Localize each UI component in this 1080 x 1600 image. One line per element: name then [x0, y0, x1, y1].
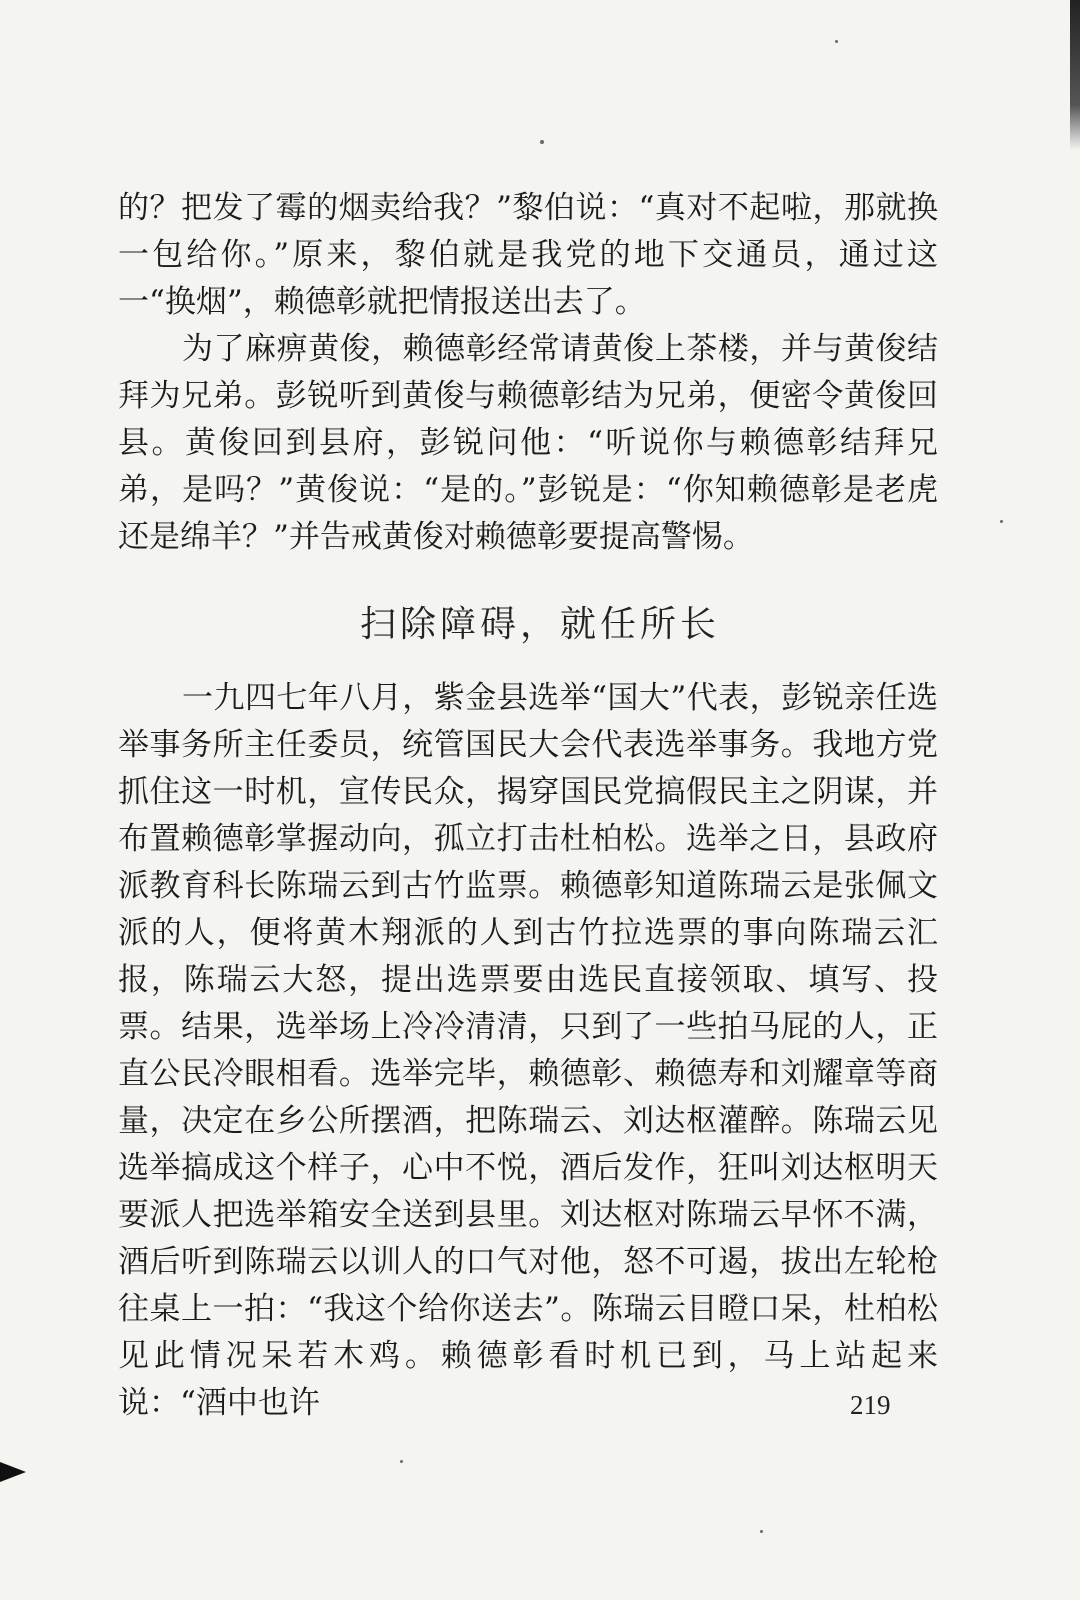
- paragraph-election: 一九四七年八月，紫金县选举“国大”代表，彭锐亲任选举事务所主任委员，统管国民大会代表选举事务。我地方党抓住这一时机，宣传民众，揭穿国民党搞假民主之阴谋，并布置赖德彰掌握动向，孤立打击杜柏松。选举之日，县政府派教育科长陈瑞云到古竹监票。赖德彰知道陈瑞云是张佩文派的人，便将黄木翔派的人到古竹拉选票的事向陈瑞云汇报，陈瑞云大怒，提出选票要由选民直接领取、填写、投票。结果，选举场上冷冷清清，只到了一些拍马屁的人，正直公民冷眼相看。选举完毕，赖德彰、赖德寿和刘耀章等商量，决定在乡公所摆酒，把陈瑞云、刘达枢灌醉。陈瑞云见选举搞成这个样子，心中不悦，酒后发作，狂叫刘达枢明天要派人把选举箱安全送到县里。刘达枢对陈瑞云早怀不满，酒后听到陈瑞云以训人的口气对他，怒不可遏，拔出左轮枪往桌上一拍：“我这个给你送去”。陈瑞云目瞪口呆，杜柏松见此情况呆若木鸡。赖德彰看时机已到，马上站起来说：“酒中也许: [118, 680, 938, 1421]
- scan-speck: [760, 1530, 763, 1533]
- binding-edge-mark: [0, 1462, 26, 1482]
- text-block-bottom: [118, 675, 938, 1427]
- scan-edge-shadow: [1070, 0, 1080, 150]
- scan-speck: [835, 40, 838, 43]
- text-block-top: [118, 185, 938, 561]
- section-heading: 扫除障碍，就任所长: [359, 604, 720, 645]
- scan-speck: [1000, 520, 1003, 523]
- scan-speck: [540, 140, 544, 144]
- page-number: 219: [850, 1390, 891, 1420]
- paragraph-continued: 的？把发了霉的烟卖给我？”黎伯说：“真对不起啦，那就换一包给你。”原来，黎伯就是我党的地下交通员，通过这一“换烟”，赖德彰就把情报送出去了。: [118, 190, 938, 320]
- scan-speck: [400, 1460, 403, 1463]
- paragraph-huangjun: 为了麻痹黄俊，赖德彰经常请黄俊上茶楼，并与黄俊结拜为兄弟。彭锐听到黄俊与赖德彰结为兄弟，便密令黄俊回县。黄俊回到县府，彭锐问他：“听说你与赖德彰结拜兄弟，是吗？”黄俊说：“是的。”彭锐是：“你知赖德彰是老虎还是绵羊？”并告戒黄俊对赖德彰要提高警惕。: [118, 331, 938, 555]
